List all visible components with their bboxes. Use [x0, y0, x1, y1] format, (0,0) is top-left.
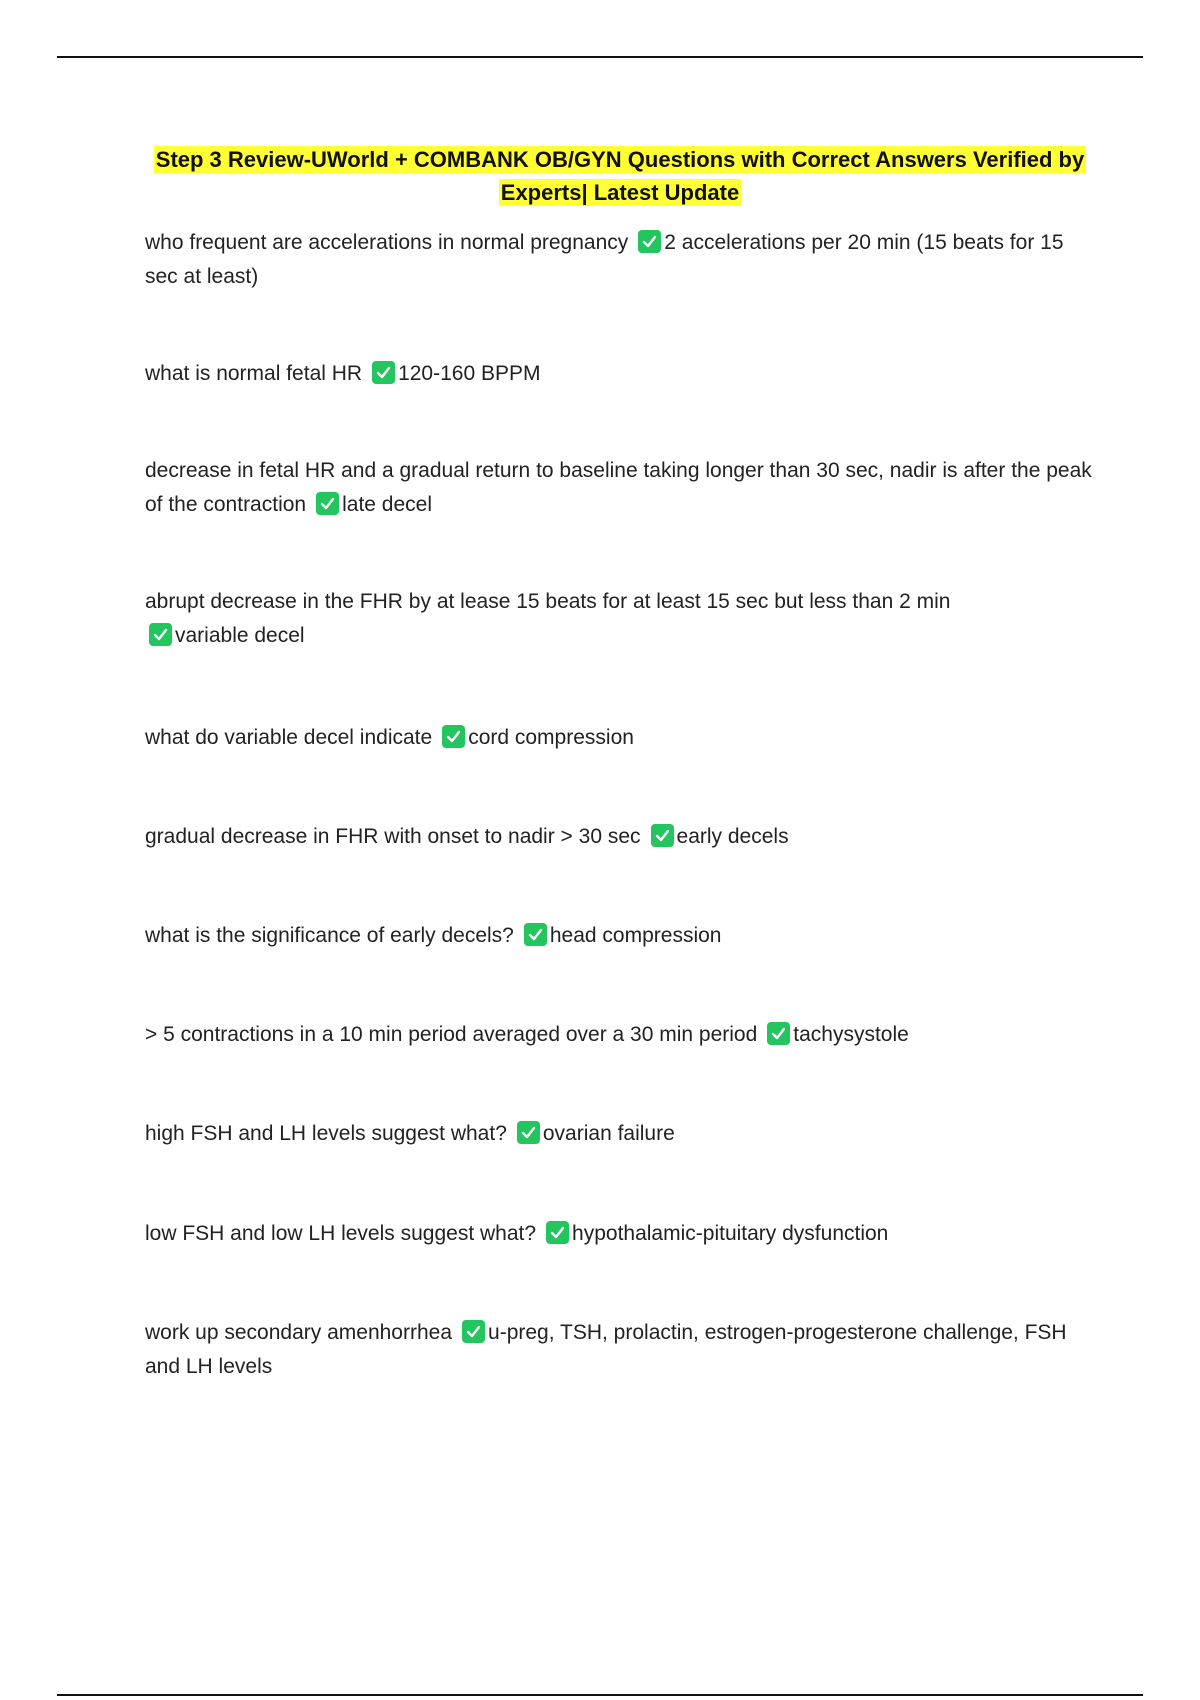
check-mark-icon — [372, 361, 395, 384]
question-text: gradual decrease in FHR with onset to nadir > 30 sec — [145, 825, 641, 848]
check-mark-icon — [651, 824, 674, 847]
question-text: high FSH and LH levels suggest what? — [145, 1122, 507, 1145]
answer-text: cord compression — [468, 726, 634, 749]
question-text: low FSH and low LH levels suggest what? — [145, 1222, 537, 1245]
answer-text: hypothalamic-pituitary dysfunction — [572, 1222, 889, 1245]
check-mark-icon — [546, 1221, 569, 1244]
question-text: work up secondary amenhorrhea — [145, 1321, 453, 1344]
check-mark-icon — [524, 923, 547, 946]
footer-rule — [57, 1694, 1143, 1696]
answer-text: variable decel — [175, 624, 305, 647]
question-text: > 5 contractions in a 10 min period averaged over a 30 min period — [145, 1023, 758, 1046]
question-text: what do variable decel indicate — [145, 726, 433, 749]
document-title — [120, 143, 1120, 209]
answer-text: late decel — [342, 493, 433, 516]
qa-item — [145, 585, 1095, 653]
check-mark-icon — [638, 230, 661, 253]
qa-item — [145, 226, 1095, 294]
qa-item — [145, 1217, 1095, 1251]
check-mark-icon — [462, 1320, 485, 1343]
qa-item — [145, 820, 1095, 854]
qa-item — [145, 919, 1095, 953]
title-line-2: Experts| Latest Update — [500, 180, 740, 205]
header-rule — [57, 56, 1143, 58]
check-mark-icon — [767, 1022, 790, 1045]
qa-item — [145, 454, 1095, 522]
qa-item — [145, 1018, 1095, 1052]
question-text: abrupt decrease in the FHR by at lease 15 beats for at least 15 sec but less than 2 min — [145, 590, 951, 613]
qa-item — [145, 1117, 1095, 1151]
question-text: decrease in fetal HR and a gradual return to baseline taking longer than 30 sec, nadir is after the peak of the contraction — [145, 459, 1092, 516]
answer-text: tachysystole — [793, 1023, 909, 1046]
check-mark-icon — [149, 623, 172, 646]
answer-text: head compression — [549, 924, 722, 947]
check-mark-icon — [316, 492, 339, 515]
title-line-1: Step 3 Review-UWorld + COMBANK OB/GYN Questions with Correct Answers Verified by — [155, 147, 1085, 172]
answer-text: u-preg, TSH, prolactin, estrogen-progesterone challenge, FSH and LH levels — [145, 1321, 1067, 1378]
answer-text: 120-160 BPPM — [398, 362, 541, 385]
check-mark-icon — [442, 725, 465, 748]
qa-item — [145, 357, 1095, 391]
answer-text: early decels — [676, 825, 789, 848]
question-text: what is the significance of early decels? — [145, 924, 514, 947]
question-text: what is normal fetal HR — [145, 362, 363, 385]
question-text: who frequent are accelerations in normal pregnancy — [145, 231, 629, 254]
answer-text: ovarian failure — [542, 1122, 675, 1145]
qa-item — [145, 1316, 1095, 1384]
answer-text: 2 accelerations per 20 min (15 beats for 15 sec at least) — [145, 231, 1064, 288]
check-mark-icon — [517, 1121, 540, 1144]
qa-item — [145, 721, 1095, 755]
